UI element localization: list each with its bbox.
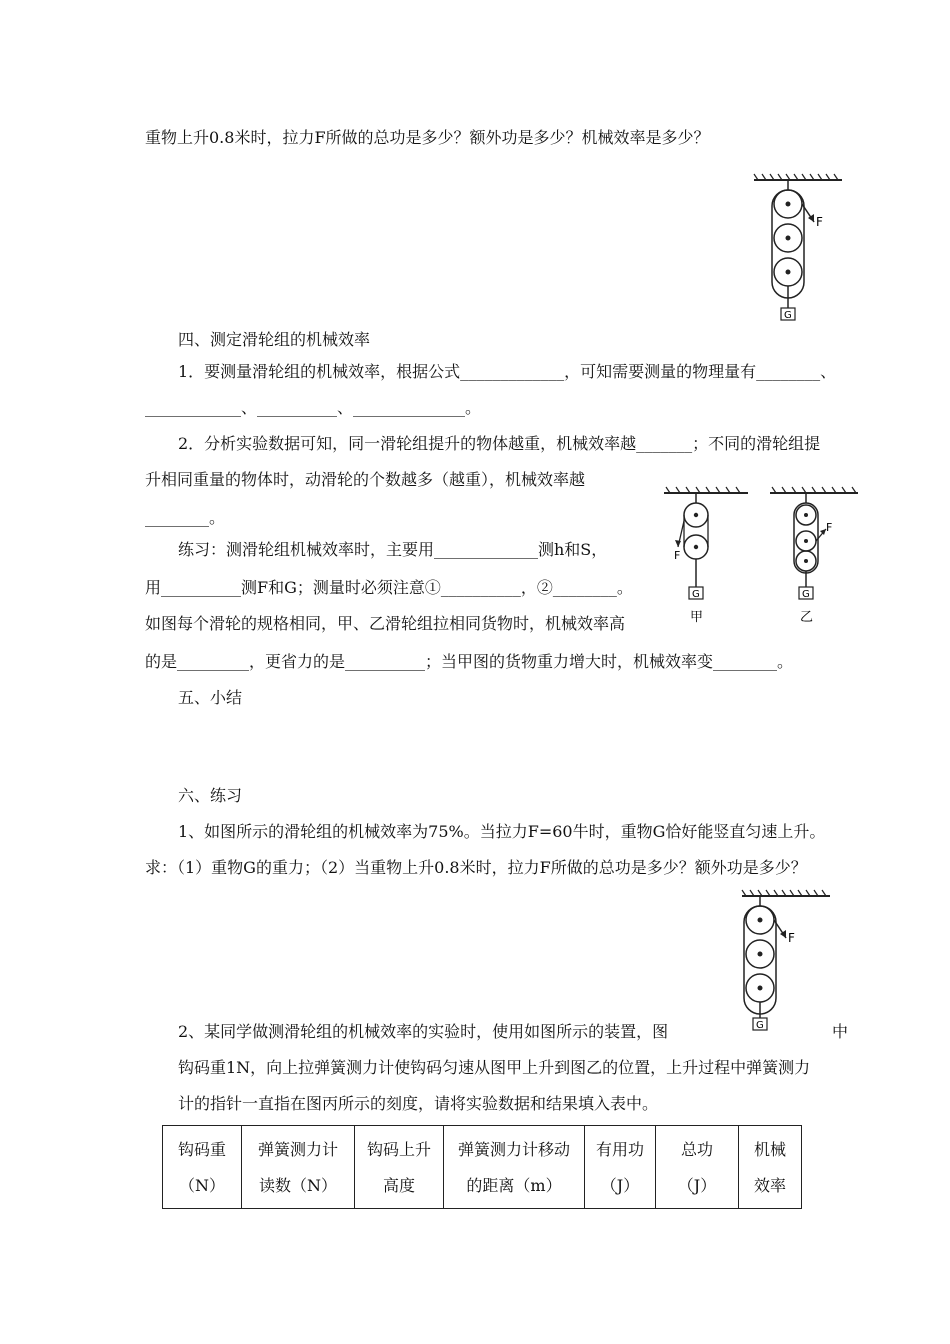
force-label: F [674,549,681,562]
pulley-figure-jia [660,485,750,625]
weight-label: G [802,589,810,600]
force-label: F [816,215,823,229]
table-cell: 钩码上升 高度 [355,1126,444,1209]
text-line: 1．要测量滑轮组的机械效率，根据公式_____________，可知需要测量的物理量有________、 [178,362,837,381]
weight-label: G [756,1020,764,1031]
text-line: 中 [832,1022,849,1041]
table-cell: 有用功 （J） [585,1126,656,1209]
text-line: 2、某同学做测滑轮组的机械效率的实验时，使用如图所示的装置，图 [178,1022,669,1041]
table-cell: 弹簧测力计 读数（N） [242,1126,355,1209]
weight-label: G [784,310,792,321]
weight-label: G [692,589,700,600]
text-line: 2．分析实验数据可知，同一滑轮组提升的物体越重，机械效率越_______；不同的滑轮组提 [178,434,821,453]
figure-label-jia: 甲 [690,610,704,625]
text-line: 1、如图所示的滑轮组的机械效率为75%。当拉力F=60牛时，重物G恰好能竖直匀速上升。 [178,822,826,841]
text-line: 计的指针一直指在图丙所示的刻度，请将实验数据和结果填入表中。 [178,1094,659,1113]
text-line: 重物上升0.8米时，拉力F所做的总功是多少？额外功是多少？机械效率是多少？ [145,128,710,147]
table-cell: 弹簧测力计移动 的距离（m） [444,1126,585,1209]
text-line: 练习：测滑轮组机械效率时，主要用_____________测h和S， [178,540,608,559]
figure-label-yi: 乙 [800,610,814,625]
text-line: ____________、__________、______________。 [145,398,482,417]
pulley-figure-yi [768,485,863,625]
table-cell: 钩码重 （N） [163,1126,242,1209]
section-title-5: 五、小结 [178,688,243,707]
section-title-6: 六、练习 [178,786,243,805]
text-line: 的是_________，更省力的是__________；当甲图的货物重力增大时，机械效率变________。 [145,652,794,671]
text-line: 升相同重量的物体时，动滑轮的个数越多（越重），机械效率越 [145,470,586,489]
text-line: 求：（1）重物G的重力；（2）当重物上升0.8米时，拉力F所做的总功是多少？额外功是多少？ [145,858,807,877]
table-cell: 机械 效率 [739,1126,802,1209]
data-table [162,1125,802,1209]
section-title-4: 四、测定滑轮组的机械效率 [178,330,371,349]
text-line: 钩码重1N，向上拉弹簧测力计使钩码匀速从图甲上升到图乙的位置，上升过程中弹簧测力 [178,1058,811,1077]
text-line: 如图每个滑轮的规格相同，甲、乙滑轮组拉相同货物时，机械效率高 [145,614,626,633]
pulley-figure-2 [738,884,838,1044]
text-line: 用__________测F和G；测量时必须注意①__________，②________。 [145,578,633,597]
force-label: F [826,521,833,534]
table-row [163,1126,802,1209]
pulley-figure-1 [750,168,850,328]
text-line: ________。 [145,508,226,527]
table-cell: 总功 （J） [656,1126,739,1209]
force-label: F [788,931,795,945]
